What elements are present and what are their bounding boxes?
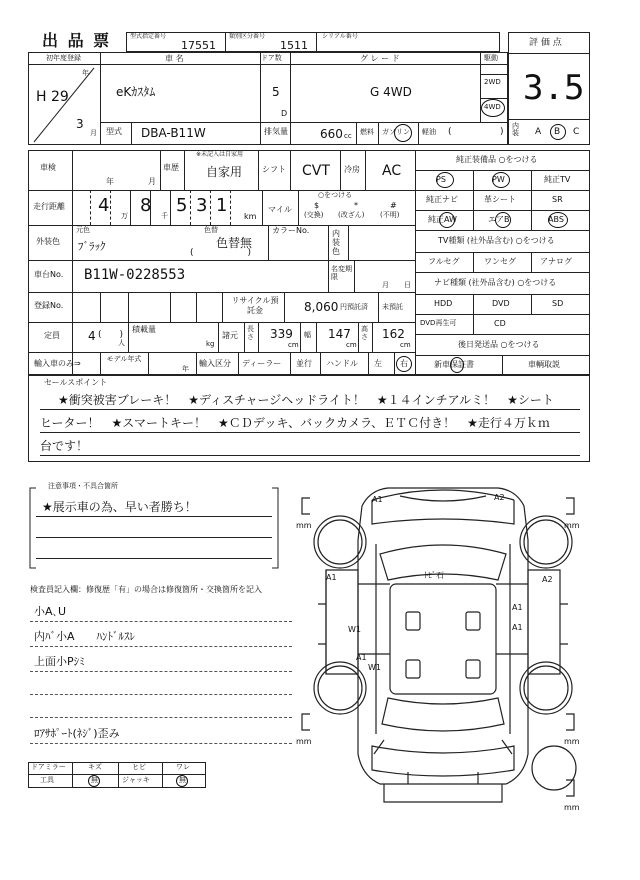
shift-value: CVT [302,163,330,179]
navi-cd: CD [494,319,506,328]
damage-code-8: W1 [348,625,361,634]
tv-analog: アナログ [540,257,572,266]
shift-label: シフト [262,165,286,174]
later-manual: 車輌取説 [528,360,560,369]
color-no-label: カラーNo. [272,226,310,235]
interior-label: 内装 [512,122,519,137]
damage-code-6: A1 [512,603,523,612]
grade-score-label: 評 価 点 [529,38,562,48]
reg-no-label: 登録No. [34,301,64,310]
drive-2wd: 2WD [484,78,501,86]
opt2-label: (改ざん) [338,211,365,219]
sales-line-3: 台です！ [40,439,89,453]
damage-code-7: A1 [512,623,523,632]
inspector-label: 検査員記入欄：修復歴「有」の場合は修復箇所・交換箇所を記入 [30,585,262,594]
mileage-tsukeru: ○をつける [318,191,353,199]
jack-circle [176,775,188,787]
doors-label: ドア数 [261,54,282,62]
mirror-break: ワレ [176,763,190,771]
notes-line-1: ★展示車の為、早い者勝ち！ [42,500,197,514]
navi-title: ナビ種類 (社外品含む) ○をつける [434,278,557,287]
later-title: 後日発送品 ○をつける [458,340,540,349]
mileage-digit-3: 5 [176,195,188,216]
change-color-paren: ( ) [190,248,252,258]
load-kg: kg [206,340,215,348]
model-year-unit: 年 [182,365,189,373]
cooler-label: 冷房 [344,165,360,174]
history-label: 車歴 [163,163,179,172]
mirror-crack: ヒビ [132,763,146,771]
class-no-label: 類別区分番号 [229,33,266,40]
wid-value: 147 [328,327,351,341]
later-warranty: 新車保証書 [434,360,474,369]
equip-abs: ABS [548,215,564,224]
navi-sd: SD [552,299,564,308]
class-no-value: 1511 [280,39,308,52]
interior-color-label: 内装色 [332,229,340,256]
mileage-digit-1: 4 [98,195,110,216]
recycle-value: 8,060 [304,300,339,314]
mileage-label: 走行距離 [33,202,65,211]
damage-code-5: ﾄﾋﾞ石 [424,571,444,580]
damage-code-1: A1 [372,495,383,504]
tools-label: 工具 [40,776,54,784]
light-oil-label: 軽油 [422,128,436,136]
notes-bracket [28,482,280,574]
reg-month-unit: 月 [90,129,97,137]
len-value: 339 [270,327,293,341]
equip-aw-circle [439,212,455,228]
grade-score-value: 3.5 [523,68,585,108]
interior-a: A [535,127,542,137]
displacement-value: 660 [320,127,343,141]
mileage-digit-2: 8 [140,195,152,216]
change-color-label: 色替 [204,226,218,234]
equip-navi: 純正ナビ [426,195,458,204]
mm-label-5: mm [564,803,580,812]
first-reg-label: 初年度登録 [46,54,81,62]
name-change-label: 名変期限 [331,265,352,282]
notes-label: 注意事項・不具合箇所 [48,482,118,490]
recycle-unpaid: 未預託 [382,303,403,311]
change-color-value: 色替無 [216,236,253,250]
grade-label: グ レ ー ド [360,54,400,63]
dvd-play-label: DVD再生可 [420,319,457,327]
reg-month: 3 [76,117,84,131]
car-name-label: 車 名 [165,54,184,63]
capacity-value: 4 [88,329,96,343]
handle-left: 左 [374,359,382,368]
opt3-label: (不明) [380,211,400,219]
type-label: 型式 [106,127,122,136]
doors-sub: D [281,109,288,118]
drive-4wd: 4WD [484,103,501,111]
displacement-label: 排気量 [264,127,288,136]
history-value: 自家用 [206,165,243,179]
reg-era: H 29 [36,89,69,105]
hgt-cm: cm [400,341,411,349]
tools-value: 無 [91,776,98,784]
serial-cell [316,32,500,52]
doors-value: 5 [272,85,280,99]
import-parallel: 並行 [296,359,312,368]
inspector-line-6: ﾛｱｻﾎﾟｰﾄ(ﾈｼﾞ)歪み [34,727,120,740]
equip-abs-circle [548,212,568,228]
tv-oneseg: ワンセグ [484,257,516,266]
import-label: 輸入車のみ⇒ [34,359,81,368]
mm-label-3: mm [296,737,312,746]
car-name-value: eKｶｽﾀﾑ [116,85,156,99]
original-color-value: ﾌﾞﾗｯｸ [78,240,106,253]
opt3-sym: # [390,201,397,210]
opt2-sym: * [354,201,358,210]
inspector-line-1: 小A､U [34,605,67,618]
later-warranty-circle [450,357,464,373]
drive-label: 駆動 [484,54,498,62]
jack-label: ジャッキ [122,776,150,784]
damage-code-9: A1 [356,653,367,662]
handle-right-circle [396,356,412,372]
damage-code-2: A2 [494,493,505,502]
mirror-label: ドアミラー [31,763,66,771]
mileage-digit-4: 3 [196,195,208,216]
equipment-title: 純正装備品 ○をつける [456,155,538,164]
original-color-label: 元色 [76,226,90,234]
hgt-label: 高さ [361,325,368,341]
fuel-circle [394,124,412,142]
grade-value: G 4WD [370,85,412,99]
sales-line-1: ★衝突被害ブレーキ！ ★ディスチャージヘッドライト！ ★１４インチアルミ！ ★シート [58,393,554,407]
history-note: ※未記入は自家用 [196,151,244,158]
recycle-label: リサイクル預託金 [231,296,279,315]
handle-label: ハンドル [326,359,358,368]
drive-4wd-circle [481,99,505,117]
chassis-label: 車台No. [34,270,64,279]
displacement-cc: cc [344,132,352,140]
shaken-year-unit: 年 [106,177,114,186]
wid-label: 幅 [304,331,311,339]
inspector-line-3: 上面小Pｼﾐ [34,655,85,668]
len-label: 長さ [247,325,254,341]
damage-code-3: A1 [326,573,337,582]
capacity-unit: 人 [118,339,125,347]
equip-ps-circle [436,172,454,188]
recycle-unit: 円預託済 [340,303,368,311]
wid-cm: cm [346,341,357,349]
reg-year-unit: 年 [82,69,89,77]
tools-circle [88,775,100,787]
interior-c: C [573,127,580,137]
fuel-value: ガソリン [382,128,410,136]
mile-label: マイル [268,205,292,214]
damage-code-4: A2 [542,575,553,584]
model-year-label: モデル年式 [106,355,142,363]
model-no-label: 型式指定番号 [130,33,167,40]
load-label: 積載量 [132,325,156,334]
jack-value: 無 [179,776,186,784]
equip-pw-circle [492,172,510,188]
equip-leather: 革シート [484,195,516,204]
inspector-line-2: 内ﾊﾞ小A ﾊﾝﾄﾞﾙｽﾚ [34,630,136,643]
equip-airbag: エアB [488,215,510,224]
model-no-value: 17551 [181,39,216,52]
mirror-scratch: キズ [88,763,102,771]
equip-ps: PS [436,175,446,184]
color-label: 外装色 [36,237,60,246]
navi-hdd: HDD [434,299,453,308]
shaken-label: 車検 [40,163,56,172]
equip-pw: PW [492,175,505,184]
name-change-month: 月 [382,281,389,289]
import-class-label: 輸入区分 [199,359,231,368]
mm-label-4: mm [564,737,580,746]
interior-b: B [554,127,561,137]
name-change-day: 日 [404,281,411,289]
class-no-cell [225,32,317,52]
car-damage-diagram [288,484,588,814]
equip-tv: 純正TV [544,175,571,184]
mileage-sen: 千 [161,212,168,220]
sales-line-2: ヒーター！ ★スマートキー！ ★ＣＤデッキ、バックカメラ、ＥＴＣ付き！ ★走行４万ｋｍ [40,416,550,430]
serial-label: シリアル番号 [322,33,358,40]
fuel-label: 燃料 [360,128,374,136]
form-title: 出 品 票 [42,31,112,50]
mm-label-1: mm [296,521,312,530]
len-cm: cm [288,341,299,349]
opt1-label: (交換) [304,211,324,219]
capacity-label: 定員 [44,331,60,340]
interior-b-circle [550,124,566,140]
mm-label-2: mm [564,521,580,530]
cooler-value: AC [382,163,402,179]
model-no-cell [126,32,226,52]
dims-label: 諸元 [222,331,238,340]
tv-fullseg: フルセグ [428,257,460,266]
shaken-month-unit: 月 [148,177,156,186]
mileage-km: km [244,212,257,221]
mileage-man: 万 [121,212,128,220]
hgt-value: 162 [382,327,405,341]
damage-code-10: W1 [368,663,381,672]
equip-airbag-circle [495,212,511,228]
navi-dvd: DVD [492,299,510,308]
mileage-digit-5: 1 [216,195,228,216]
type-value: DBA-B11W [141,126,206,140]
equip-sr: SR [552,195,563,204]
tv-title: TV種類 (社外品含む) ○をつける [438,236,555,245]
grade-score-box [508,32,590,145]
handle-right: 右 [400,359,408,368]
sales-label: セールスポイント [44,378,108,387]
opt1-sym: $ [314,201,320,210]
import-dealer: ディーラー [242,359,282,368]
capacity-paren: ( ) [98,330,124,340]
chassis-value: B11W-0228553 [84,267,186,283]
equip-aw: 純正AW [428,215,457,224]
